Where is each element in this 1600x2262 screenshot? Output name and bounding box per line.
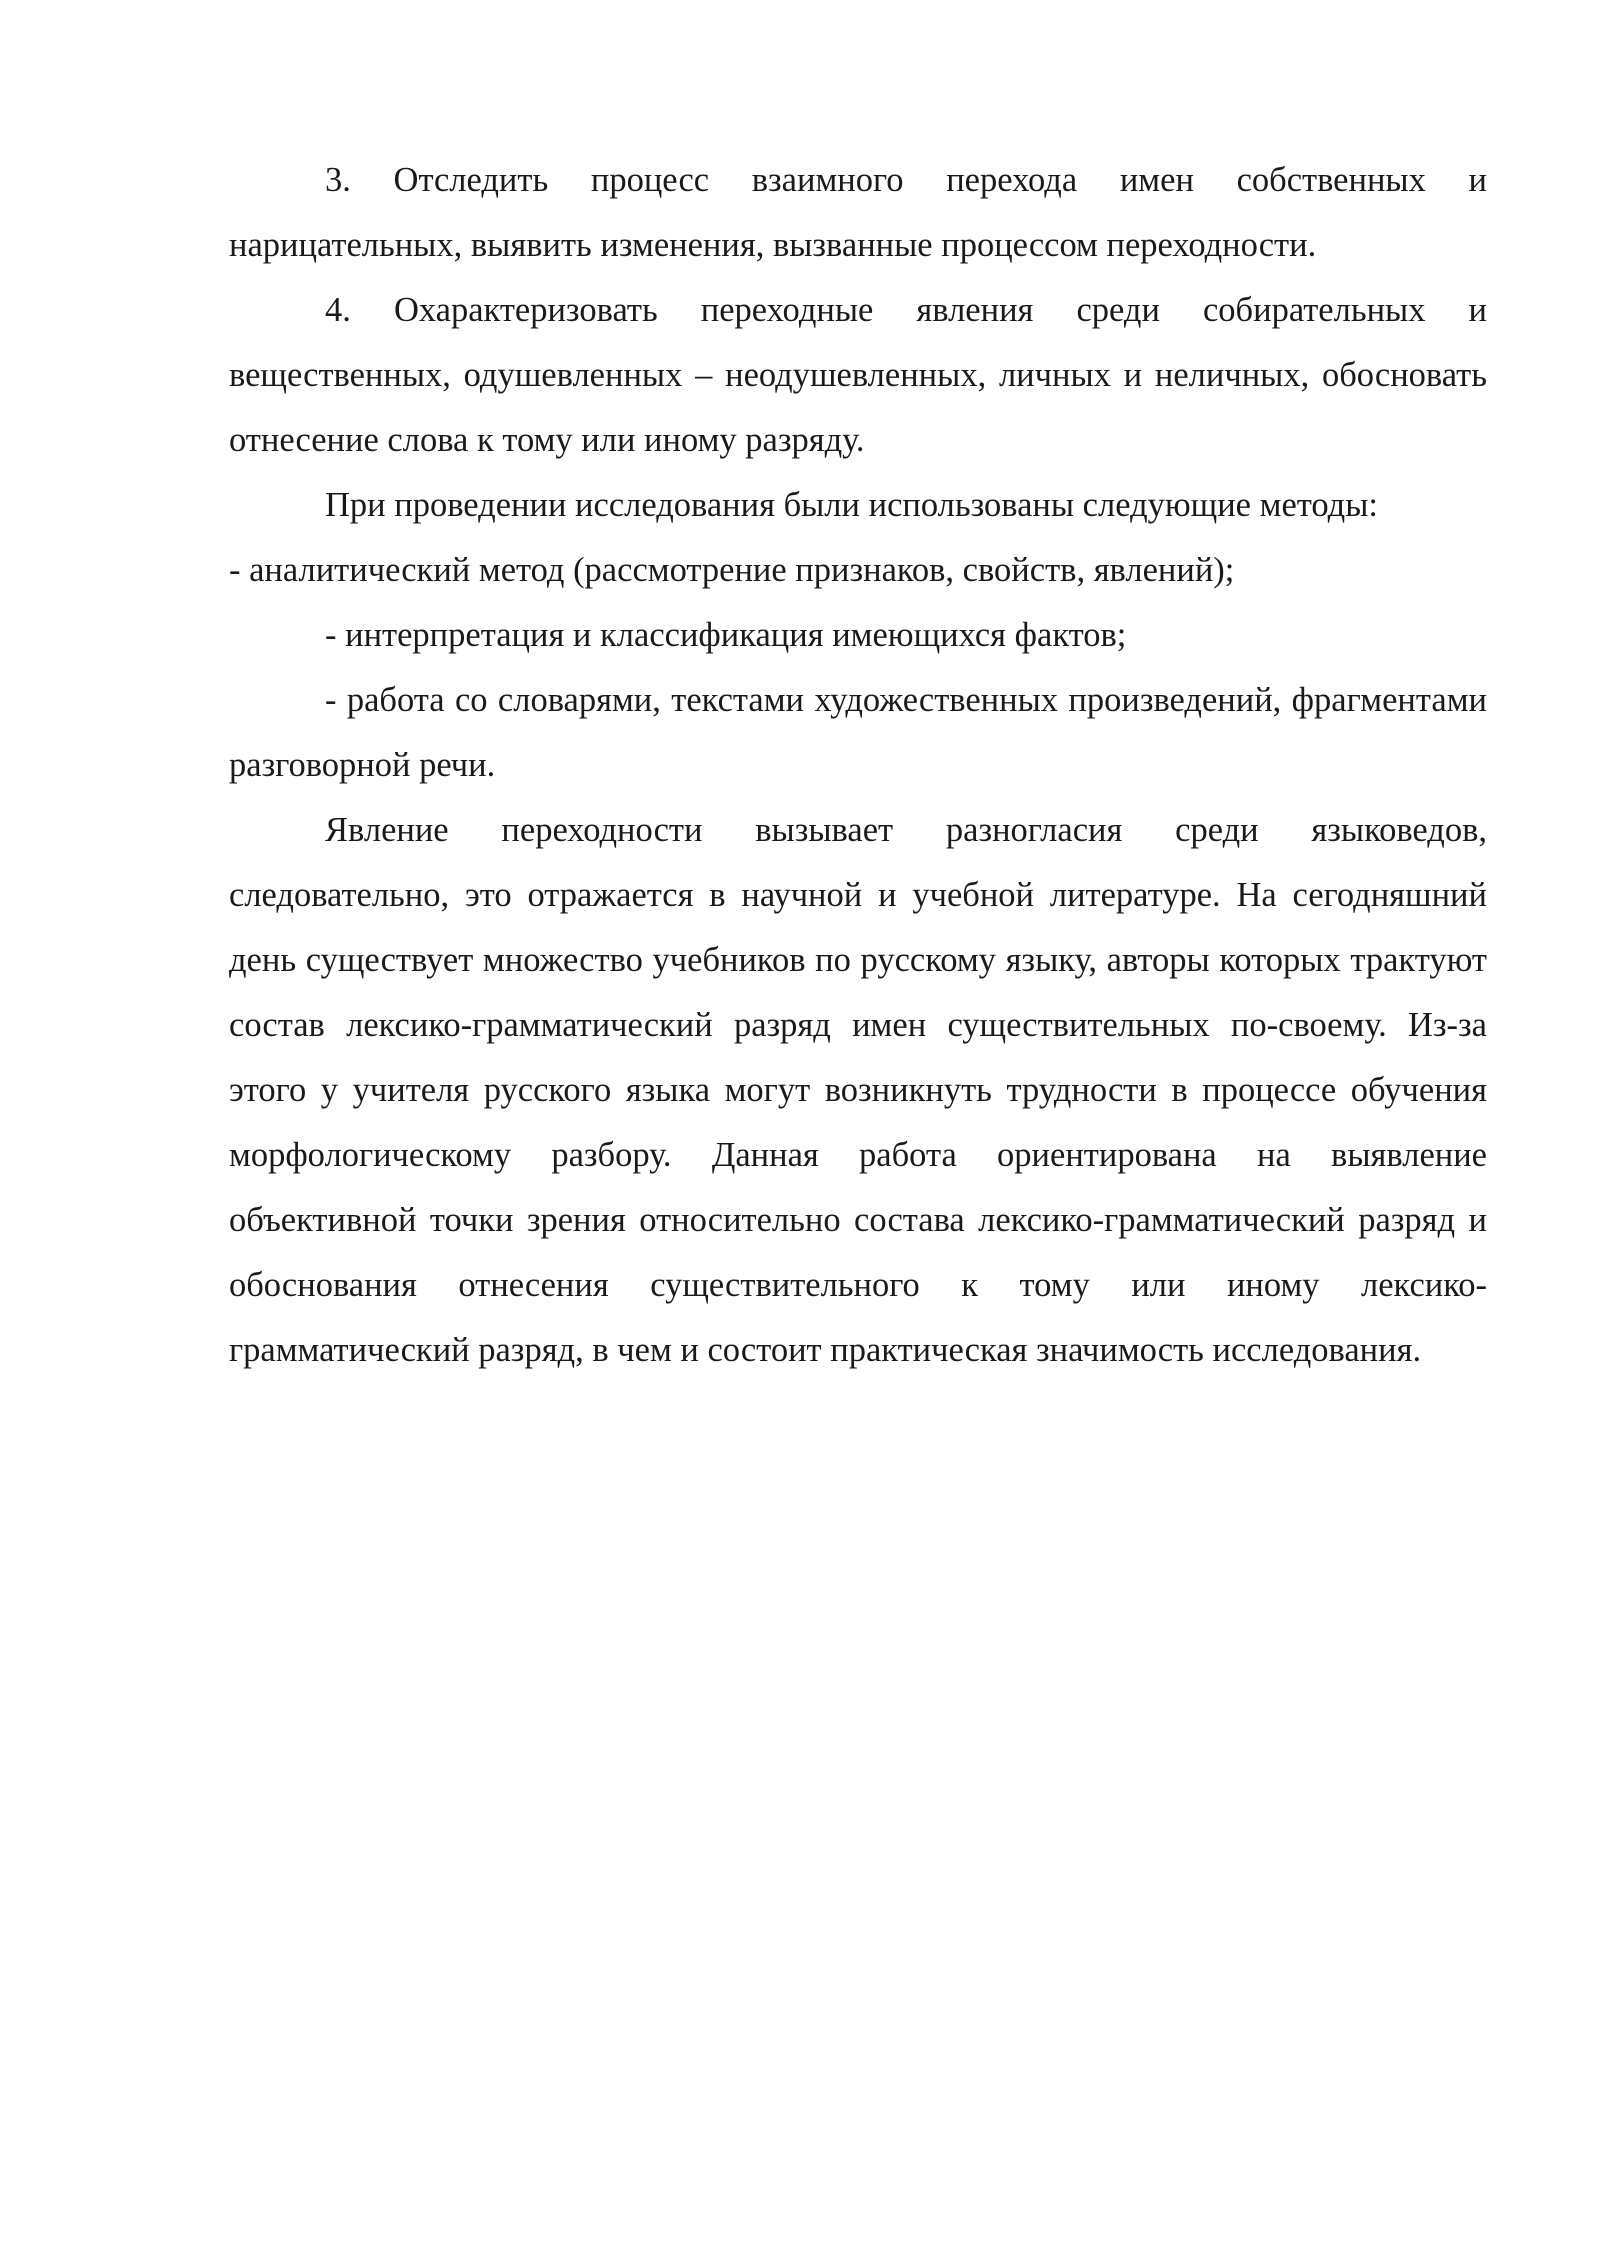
paragraph-methods-intro: При проведении исследования были использованы следующие методы: bbox=[325, 486, 1378, 524]
paragraph-task-4: 4. Охарактеризовать переходные явления среди собирательных и вещественных, одушевленных – неодушевленных, личных и неличных, обосновать отнесение слова к тому или иному разряду. bbox=[229, 291, 1487, 459]
list-item-dictionaries: - работа со словарями, текстами художественных произведений, фрагментами разговорной речи. bbox=[229, 681, 1487, 784]
list-item-analytic-method: - аналитический метод (рассмотрение признаков, свойств, явлений); bbox=[229, 551, 1235, 589]
paragraph-practical-significance: Явление переходности вызывает разногласия среди языковедов, следовательно, это отражается в научной и учебной литературе. На сегодняшний день существует множество учебников по русскому языку, авторы которых трактуют состав лексико-грамматический разряд имен существительных по-своему. Из-за этого у учителя русского языка могут возникнуть трудности в процессе обучения морфологическому разбору. Данная работа ориентирована на выявление объективной точки зрения относительно состава лексико-грамматический разряд и обоснования отнесения существительного к тому или иному лексико-грамматический разряд, в чем и состоит практическая значимость исследования. bbox=[229, 811, 1487, 1369]
paragraph-task-3: 3. Отследить процесс взаимного перехода имен собственных и нарицательных, выявить изменения, вызванные процессом переходности. bbox=[229, 161, 1487, 264]
document-body bbox=[229, 148, 1487, 1383]
list-item-interpretation: - интерпретация и классификация имеющихся фактов; bbox=[325, 616, 1127, 654]
